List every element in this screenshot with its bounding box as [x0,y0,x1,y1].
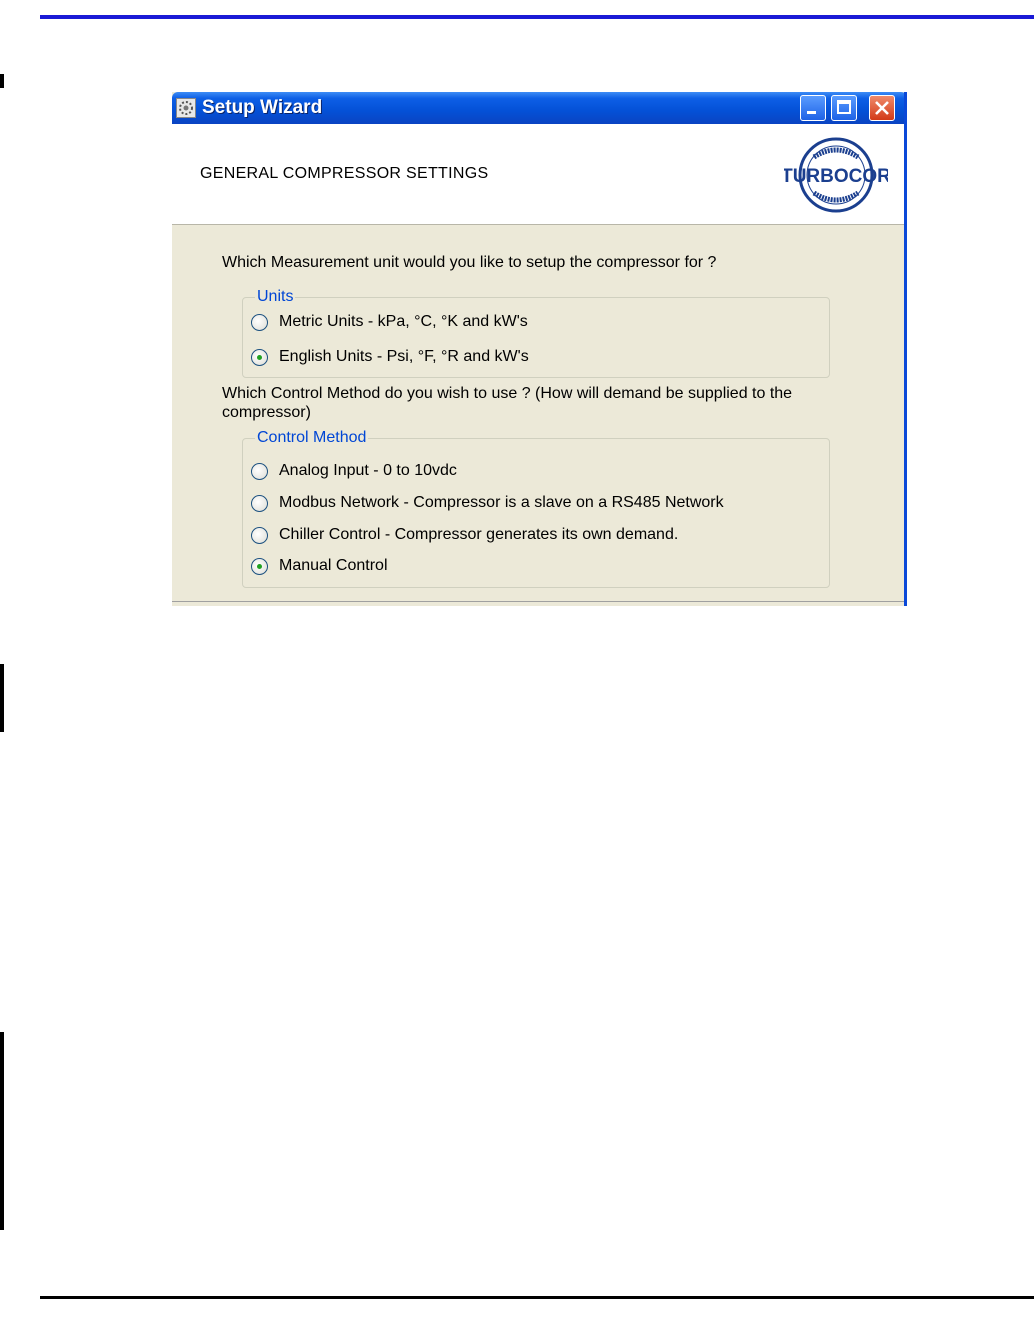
title-bar[interactable] [172,92,907,124]
radio-button[interactable] [251,463,268,480]
window-title: Setup Wizard [202,97,323,118]
radio-label: Metric Units - kPa, °C, °K and kW's [279,313,528,330]
minimize-button[interactable] [800,95,826,121]
footer-separator [172,601,904,602]
maximize-button[interactable] [831,95,857,121]
radio-manual-control[interactable] [251,556,388,576]
radio-button[interactable] [251,527,268,544]
radio-button[interactable] [251,495,268,512]
radio-label: Chiller Control - Compressor generates its own demand. [279,526,679,543]
radio-button[interactable] [251,558,268,575]
radio-english-units[interactable] [251,347,529,367]
margin-change-bar [0,74,4,88]
units-groupbox [242,288,830,378]
app-icon [176,98,196,118]
turbocor-logo [784,135,888,215]
wizard-header [172,124,904,225]
margin-change-bar [0,664,4,732]
radio-analog-input[interactable] [251,461,457,481]
control-method-question: Which Control Method do you wish to use ? (How will demand be supplied to the compressor) [222,385,793,421]
control-method-groupbox [242,429,830,588]
page-title: GENERAL COMPRESSOR SETTINGS [200,165,489,182]
radio-label: Analog Input - 0 to 10vdc [279,462,457,479]
page-bottom-rule [40,1296,1034,1299]
units-legend: Units [257,288,294,305]
radio-button[interactable] [251,349,268,366]
radio-chiller-control[interactable] [251,525,678,545]
radio-label: Modbus Network - Compressor is a slave on a RS485 Network [279,494,724,511]
margin-change-bar [0,1032,4,1230]
radio-label: Manual Control [279,557,388,574]
units-question: Which Measurement unit would you like to setup the compressor for ? [222,254,717,271]
radio-modbus-network[interactable] [251,493,724,513]
radio-label: English Units - Psi, °F, °R and kW's [279,348,529,365]
control-method-legend: Control Method [257,429,367,446]
radio-metric-units[interactable] [251,312,528,332]
radio-button[interactable] [251,314,268,331]
setup-wizard-window [172,92,907,606]
close-button[interactable] [869,95,895,121]
logo-text: TURBOCOR [784,166,888,187]
page-top-rule [40,15,1034,19]
